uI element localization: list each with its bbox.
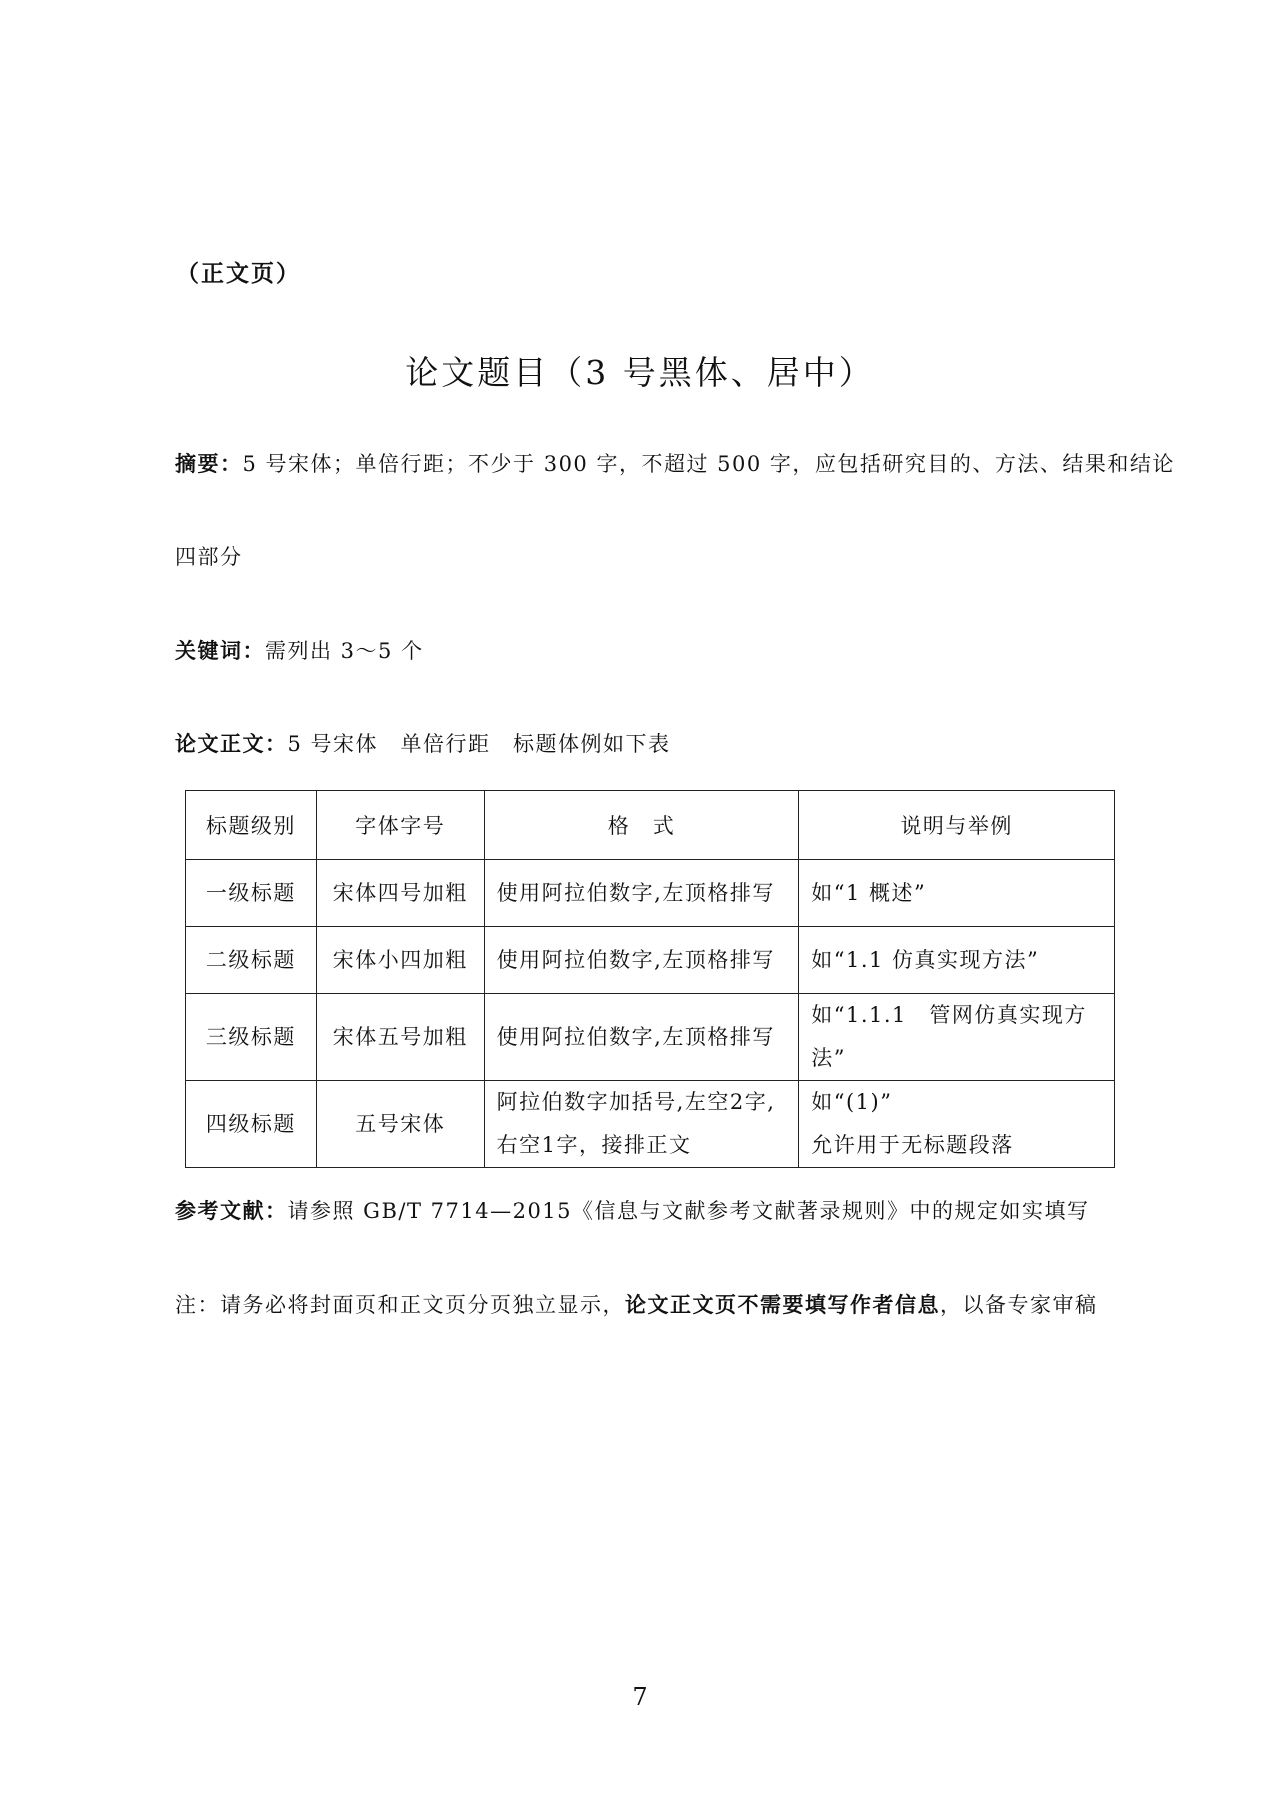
header-font: 字体字号 <box>316 791 484 860</box>
cell-example-line1: 如“1.1.1 管网仿真实现方 <box>811 1003 1087 1027</box>
note-paragraph <box>175 1289 1098 1319</box>
table-row <box>186 994 1115 1081</box>
cell-format-line1: 阿拉伯数字加括号,左空2字, <box>496 1090 776 1114</box>
cell-level: 一级标题 <box>186 860 317 927</box>
body-text: 5 号宋体 单倍行距 标题体例如下表 <box>287 732 671 756</box>
cell-example: 如“1.1 仿真实现方法” <box>799 927 1115 994</box>
cell-format: 使用阿拉伯数字,左顶格排写 <box>484 860 799 927</box>
table-row <box>186 1081 1115 1168</box>
note-suffix: ，以备专家审稿 <box>940 1293 1098 1317</box>
cell-example-line2: 法” <box>811 1046 846 1070</box>
header-example: 说明与举例 <box>799 791 1115 860</box>
cell-level: 二级标题 <box>186 927 317 994</box>
cell-font: 宋体四号加粗 <box>316 860 484 927</box>
header-format: 格 式 <box>484 791 799 860</box>
cell-format: 使用阿拉伯数字,左顶格排写 <box>484 994 799 1081</box>
abstract-paragraph <box>175 448 1175 478</box>
keywords-paragraph <box>175 635 424 665</box>
references-paragraph <box>175 1195 1090 1225</box>
table-row <box>186 927 1115 994</box>
cell-example <box>799 1081 1115 1168</box>
body-paragraph <box>175 728 671 758</box>
heading-format-table <box>185 790 1115 1168</box>
abstract-text-line1: 5 号宋体；单倍行距；不少于 300 字，不超过 500 字，应包括研究目的、方法、结果和结论 <box>242 452 1175 476</box>
cell-font: 五号宋体 <box>316 1081 484 1168</box>
table-row <box>186 860 1115 927</box>
cell-example: 如“1 概述” <box>799 860 1115 927</box>
cell-format: 使用阿拉伯数字,左顶格排写 <box>484 927 799 994</box>
cell-example-line1: 如“(1)” <box>811 1090 893 1114</box>
keywords-text: 需列出 3～5 个 <box>265 639 424 663</box>
note-prefix: 注：请务必将封面页和正文页分页独立显示， <box>175 1293 625 1317</box>
cell-level: 四级标题 <box>186 1081 317 1168</box>
abstract-label: 摘要： <box>175 451 243 476</box>
header-level: 标题级别 <box>186 791 317 860</box>
keywords-label: 关键词： <box>175 638 265 663</box>
references-text: 请参照 GB/T 7714—2015《信息与文献参考文献著录规则》中的规定如实填写 <box>287 1199 1090 1223</box>
table-header-row <box>186 791 1115 860</box>
section-tag: （正文页） <box>176 260 301 287</box>
abstract-text-line2: 四部分 <box>175 545 243 569</box>
note-emphasis: 论文正文页不需要填写作者信息 <box>625 1292 940 1317</box>
cell-example <box>799 994 1115 1081</box>
body-label: 论文正文： <box>175 731 288 756</box>
references-label: 参考文献： <box>175 1198 288 1223</box>
cell-level: 三级标题 <box>186 994 317 1081</box>
cell-format <box>484 1081 799 1168</box>
cell-example-line2: 允许用于无标题段落 <box>811 1133 1014 1157</box>
cell-font: 宋体五号加粗 <box>316 994 484 1081</box>
paper-title: 论文题目（3 号黑体、居中） <box>405 353 875 392</box>
page-number: 7 <box>632 1683 648 1711</box>
cell-format-line2: 右空1字，接排正文 <box>496 1133 692 1157</box>
cell-font: 宋体小四加粗 <box>316 927 484 994</box>
